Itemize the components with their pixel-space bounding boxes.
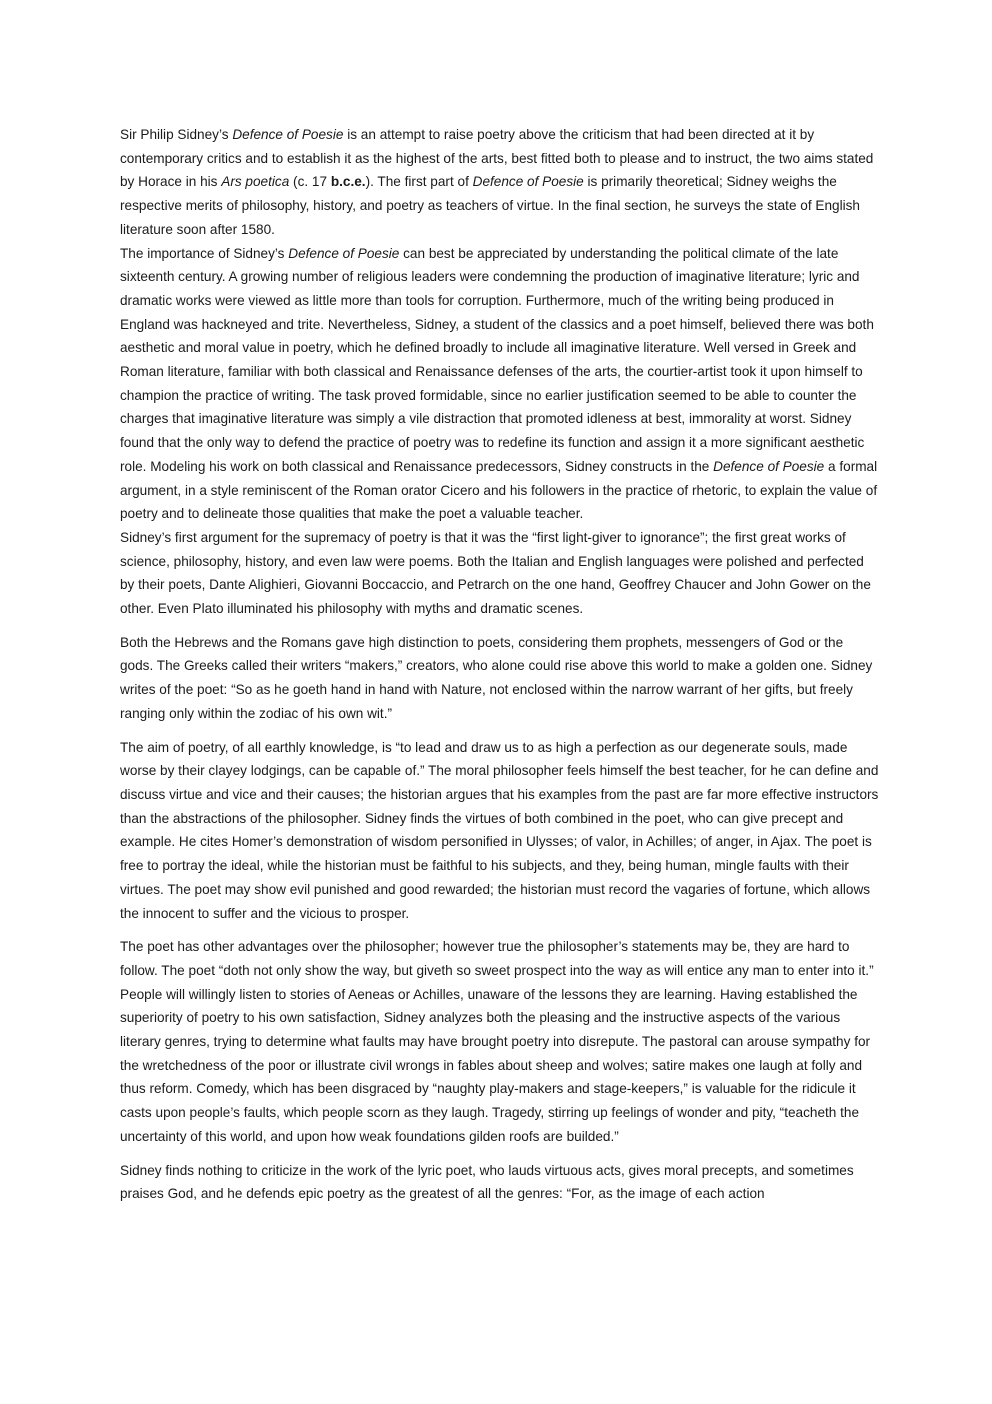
text-run: is primarily theoretical; Sidney weighs the respective merits of philosophy, history, and poetry as teachers of virtue. In the final section, he surveys the state of English literature soon after 1580.	[120, 174, 860, 237]
document-body	[120, 123, 880, 1206]
text-run: a formal argument, in a style reminiscent of the Roman orator Cicero and his followers in the practice of rhetoric, to explain the value of poetry and to delineate those qualities that make the poet a valuable teacher.	[120, 458, 878, 522]
paragraph	[120, 242, 880, 526]
text-run: ). The first part of	[365, 174, 473, 190]
bold-abbreviation: b.c.e.	[330, 174, 366, 190]
text-run: The importance of Sidney’s	[120, 245, 289, 261]
paragraph	[120, 736, 880, 926]
paragraph	[120, 1159, 880, 1206]
italic-title: Defence of Poesie	[472, 174, 584, 190]
italic-title: Defence of Poesie	[232, 127, 344, 142]
italic-title: Ars poetica	[221, 174, 290, 190]
text-run: The poet has other advantages over the philosopher; however true the philosopher’s statements may be, they are hard to follow. The poet “doth not only show the way, but giveth so sweet prospect into the way as will entice any man to enter into it.” People will willingly listen to stories of Aeneas or Achilles, unaware of the lessons they are learning. Having established the superiority of poetry to his own satisfaction, Sidney analyzes both the pleasing and the instructive aspects of the various literary genres, trying to determine what faults may have brought poetry into disrepute. The pastoral can arouse sympathy for the wretchedness of the poor or illustrate civil wrongs in fables about sheep and wolves; satire makes one laugh at folly and thus reform. Comedy, which has been disgraced by “naughty play-makers and stage-keepers,” is valuable for the ridicule it casts upon people’s faults, which people scorn as they laugh. Tragedy, stirring up feelings of wonder and pity, “teacheth the uncertainty of this world, and upon how weak foundations gilden roofs are builded.”	[120, 939, 874, 1144]
text-run: can best be appreciated by understanding the political climate of the late sixteenth century. A growing number of religious leaders were condemning the production of imaginative literature; lyric and dramatic works were viewed as little more than tools for corruption. Furthermore, much of the writing being produced in England was hackneyed and trite. Nevertheless, Sidney, a student of the classics and a poet himself, believed there was both aesthetic and moral value in poetry, which he defined broadly to include all imaginative literature. Well versed in Greek and Roman literature, familiar with both classical and Renaissance defenses of the arts, the courtier-artist took it upon himself to champion the practice of writing. The task proved formidable, since no earlier justification seemed to be able to counter the charges that imaginative literature was simply a vile distraction that promoted idleness at best, immorality at worst. Sidney found that the only way to defend the practice of poetry was to redefine its function and assign it a more significant aesthetic role. Modeling his work on both classical and Renaissance predecessors, Sidney constructs in the	[120, 245, 874, 474]
italic-title: Defence of Poesie	[713, 458, 825, 474]
paragraph	[120, 631, 880, 726]
text-run: Both the Hebrews and the Romans gave high distinction to poets, considering them prophets, messengers of God or the gods. The Greeks called their writers “makers,” creators, who alone could rise above this world to make a golden one. Sidney writes of the poet: “So as he goeth hand in hand with Nature, not enclosed within the narrow warrant of her gifts, but freely ranging only within the zodiac of his own wit.”	[120, 634, 873, 721]
text-run: The aim of poetry, of all earthly knowledge, is “to lead and draw us to as high a perfection as our degenerate souls, made worse by their clayey lodgings, can be capable of.” The moral philosopher feels himself the best teacher, for he can define and discuss virtue and vice and their causes; the historian argues that his examples from the past are far more effective instructors than the abstractions of the philosopher. Sidney finds the virtues of both combined in the poet, who can give precept and example. He cites Homer’s demonstration of wisdom personified in Ulysses; of valor, in Achilles; of anger, in Ajax. The poet is free to portray the ideal, while the historian must be faithful to his subjects, and they, being human, mingle faults with their virtues. The poet may show evil punished and good rewarded; the historian must record the vagaries of fortune, which allows the innocent to suffer and the vicious to prosper.	[120, 739, 879, 921]
italic-title: Defence of Poesie	[288, 245, 400, 261]
paragraph	[120, 935, 880, 1148]
text-run: Sidney’s first argument for the supremacy of poetry is that it was the “first light-giver to ignorance”; the first great works of science, philosophy, history, and even law were poems. Both the Italian and English languages were polished and perfected by their poets, Dante Alighieri, Giovanni Boccaccio, and Petrarch on the one hand, Geoffrey Chaucer and John Gower on the other. Even Plato illuminated his philosophy with myths and dramatic scenes.	[120, 529, 871, 617]
text-run: (c. 17	[289, 174, 331, 190]
text-run: is an attempt to raise poetry above the criticism that had been directed at it by contemporary critics and to establish it as the highest of the arts, best fitted both to please and to instruct, the two aims stated by Horace in his	[120, 127, 874, 190]
text-run: Sidney finds nothing to criticize in the work of the lyric poet, who lauds virtuous acts, gives moral precepts, and sometimes praises God, and he defends epic poetry as the greatest of all the genres: “For, as the image of each action	[120, 1162, 854, 1202]
paragraph	[120, 123, 880, 242]
paragraph	[120, 526, 880, 621]
text-run: Sir Philip Sidney’s	[120, 127, 233, 142]
